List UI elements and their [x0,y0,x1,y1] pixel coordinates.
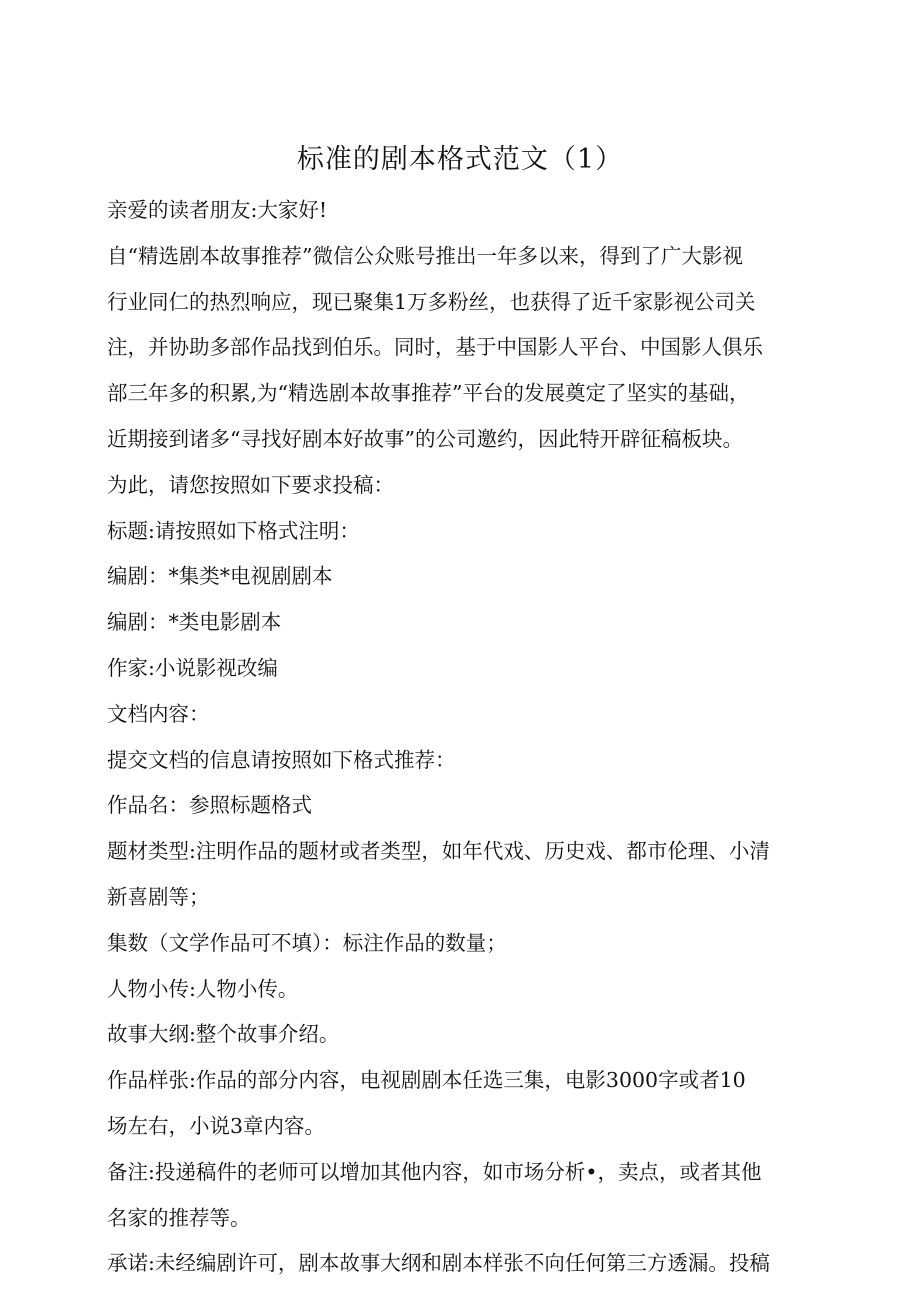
paragraph-line: 备注:投递稿件的老师可以增加其他内容，如市场分析•，卖点，或者其他 [107,1159,762,1184]
paragraph-line: 新喜剧等； [107,884,210,909]
paragraph-line: 题材类型:注明作品的题材或者类型，如年代戏、历史戏、都市伦理、小清 [107,839,770,864]
paragraph-line: 部三年多的积累,为“精选剧本故事推荐”平台的发展奠定了坚实的基础， [107,381,750,406]
paragraph-line: 作品名：参照标题格式 [107,793,312,818]
paragraph-line: 文档内容： [107,701,210,726]
paragraph-line: 提交文档的信息请按照如下格式推荐： [107,747,456,772]
paragraph-line: 为此，请您按照如下要求投稿： [107,472,394,497]
paragraph-line: 作品样张:作品的部分内容，电视剧剧本任选三集，电影3000字或者10 [107,1068,746,1093]
paragraph-line: 承诺:未经编剧许可，剧本故事大纲和剧本样张不向任何第三方透漏。投稿 [107,1251,770,1276]
paragraph-line: 行业同仁的热烈响应，现已聚集1万多粉丝，也获得了近千家影视公司关 [107,289,756,314]
document-title: 标准的剧本格式范文（1） [296,144,624,175]
paragraph-line: 集数（文学作品可不填）：标注作品的数量； [107,930,507,955]
paragraph-line: 人物小传:人物小传。 [107,976,299,1001]
paragraph-line: 自“精选剧本故事推荐”微信公众账号推出一年多以来，得到了广大影视 [107,243,743,268]
paragraph-line: 场左右，小说3章内容。 [107,1113,326,1138]
paragraph-line: 近期接到诸多“寻找好剧本好故事”的公司邀约，因此特开辟征稿板块。 [107,426,743,451]
paragraph-line: 名家的推荐等。 [107,1205,251,1230]
paragraph-line: 编剧：*集类*电视剧剧本 [107,564,333,589]
document-body [107,188,819,1287]
paragraph-line: 故事大纲:整个故事介绍。 [107,1022,340,1047]
paragraph-line: 标题:请按照如下格式注明： [107,518,360,543]
paragraph-line: 注，并协助多部作品找到伯乐。同时，基于中国影人平台、中国影人俱乐 [107,335,763,360]
paragraph-line: 作家:小说影视改编 [107,655,278,680]
paragraph-line: 亲爱的读者朋友:大家好! [107,198,328,222]
paragraph-line: 编剧：*类电影剧本 [107,610,282,635]
